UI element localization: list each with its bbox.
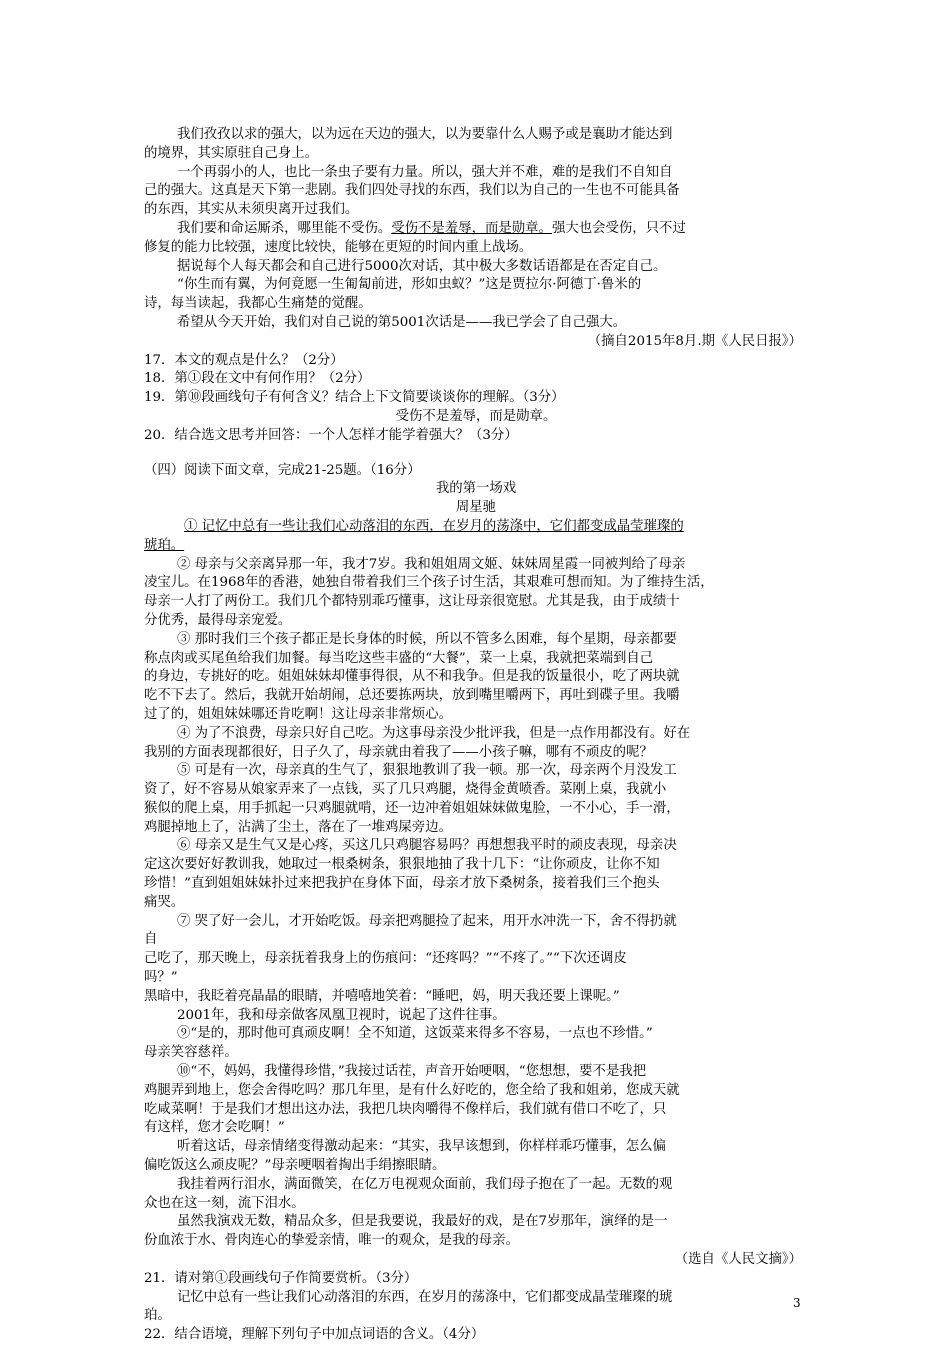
underlined-sentence: 受伤不是羞辱，而是勋章。 xyxy=(391,220,552,236)
paragraph-line: 吃咸菜啊！于是我们才想出这办法，我把几块肉嚼得不像样后，我们就有借口不吃了，只 xyxy=(144,1101,667,1117)
questions-21-22 xyxy=(144,1270,808,1345)
paragraph-line: 痛哭。 xyxy=(144,894,185,910)
questions-17-20 xyxy=(144,352,808,446)
paragraph-line: 的身边，专挑好的吃。姐姐妹妹却懂事得很，从不和我争。但是我的饭量很小，吃了两块就 xyxy=(144,669,680,685)
paragraph-line: 过了的，姐姐妹妹哪还肯吃啊！这让母亲非常烦心。 xyxy=(144,706,452,722)
paragraph-line: 修复的能力比较强，速度比较快，能够在更短的时间内重上战场。 xyxy=(144,239,533,255)
paragraph-line: ④ 为了不浪费，母亲只好自己吃。为这事母亲没少批评我，但是一点作用都没有。好在 xyxy=(177,725,691,741)
paragraph-line: ⑨“是的，那时他可真顽皮啊！全不知道，这饭菜来得多不容易，一点也不珍惜。” xyxy=(177,1026,653,1042)
paragraph-line: ⑩“不，妈妈，我懂得珍惜，”我接过话茬，声音开始哽咽，“您想想，要不是我把 xyxy=(177,1064,647,1080)
quoted-sentence: 受伤不是羞辱，而是勋章。 xyxy=(395,408,557,424)
paragraph-line: 希望从今天开始，我们对自己说的第5001次话是——我已学会了自己强大。 xyxy=(177,314,627,330)
paragraph-line: 吃不下去了。然后，我就开始胡闹，总还要拣两块，放到嘴里嚼两下，再吐到碟子里。我嚼 xyxy=(144,688,680,704)
article-title: 我的第一场戏 xyxy=(435,481,517,497)
question: 18．第①段在文中有何作用？（2分） xyxy=(144,371,371,387)
paragraph-line: 珍惜！”直到姐姐妹妹扑过来把我护在身体下面，母亲才放下桑树条，接着我们三个抱头 xyxy=(144,876,660,892)
paragraph-line: 众也在这一刻，流下泪水。 xyxy=(144,1195,305,1211)
paragraph-line: 诗，每当读起，我都心生痛楚的觉醒。 xyxy=(144,296,372,312)
paragraph-line: 的境界，其实原驻自己身上。 xyxy=(144,145,319,161)
passage-3 xyxy=(144,126,808,352)
paragraph-line: 资了，好不容易从娘家弄来了一点钱，买了几只鸡腿，烧得金黄喷香。菜刚上桌，我就小 xyxy=(144,782,667,798)
paragraph-line: 己吃了，那天晚上，母亲抚着我身上的伤痕问：“还疼吗？”“不疼了。”“下次还调皮 xyxy=(144,951,627,967)
paragraph-line: 偏吃饭这么顽皮呢？”母亲哽咽着掏出手绢擦眼睛。 xyxy=(144,1158,446,1174)
paragraph-line: 我挂着两行泪水，满面微笑，在亿万电视观众面前，我们母子抱在了一起。无数的观 xyxy=(177,1176,673,1192)
paragraph-line: ② 母亲与父亲离异那一年，我才7岁。我和姐姐周文姬、妹妹周星霞一同被判给了母亲 xyxy=(177,556,686,572)
paragraph-line: 2001年，我和母亲做客凤凰卫视时，说起了这件往事。 xyxy=(177,1007,506,1023)
paragraph-line: 我们孜孜以求的强大，以为远在天边的强大，以为要靠什么人赐予或是襄助才能达到 xyxy=(177,127,673,142)
quoted-sentence: 珀。 xyxy=(144,1308,171,1324)
question: 17．本文的观点是什么？（2分） xyxy=(144,352,344,368)
paragraph-line: 我别的方面表现都很好，日子久了，母亲就由着我了——小孩子嘛，哪有不顽皮的呢？ xyxy=(144,744,653,760)
question: 20．结合选文思考并回答：一个人怎样才能学着强大？（3分） xyxy=(144,427,518,443)
paragraph-line: 分优秀，最得母亲宠爱。 xyxy=(144,612,292,628)
section-heading: （四）阅读下面文章，完成21-25题。（16分） xyxy=(144,462,421,478)
question: 19．第⑩段画线句子有何含义？结合上下文简要谈谈你的理解。（3分） xyxy=(144,390,565,406)
line-text: 我们要和命运厮杀，哪里能不受伤。 xyxy=(177,220,392,236)
paragraph-line: ⑤ 可是有一次，母亲真的生气了，狠狠地教训了我一顿。那一次，母亲两个月没发工 xyxy=(177,763,677,779)
paragraph-line: 听着这话，母亲情绪变得激动起来：“其实，我早该想到，你样样乖巧懂事，怎么偏 xyxy=(177,1139,666,1155)
paragraph-line: 虽然我演戏无数，精品众多，但是我要说，我最好的戏，是在7岁那年，演绎的是一 xyxy=(177,1214,668,1230)
quoted-sentence: 记忆中总有一些让我们心动落泪的东西，在岁月的荡涤中，它们都变成晶莹璀璨的琥 xyxy=(177,1289,673,1305)
document-page xyxy=(144,126,808,1345)
paragraph-line: 一个再弱小的人，也比一条虫子要有力量。所以，强大并不难，难的是我们不自知自 xyxy=(177,164,673,180)
paragraph-line: 凌宝儿。在1968年的香港，她独自带着我们三个孩子讨生活，其艰难可想而知。为了维持生活， xyxy=(144,575,714,591)
paragraph-line xyxy=(144,220,808,239)
paragraph-line: “你生而有翼，为何竟愿一生匍匐前进，形如虫蚁？”这是贾拉尔·阿德丁·鲁米的 xyxy=(177,277,642,293)
paragraph-line: 鸡腿掉地上了，沾满了尘土，落在了一堆鸡屎旁边。 xyxy=(144,819,452,835)
paragraph-line: 自 xyxy=(144,932,158,948)
paragraph-line: 吗？” xyxy=(144,970,178,986)
question: 21．请对第①段画线句子作简要赏析。（3分） xyxy=(144,1270,418,1286)
underlined-sentence: 琥珀。 xyxy=(144,537,185,553)
question: 22．结合语境，理解下列句子中加点词语的含义。（4分） xyxy=(144,1327,485,1343)
underlined-sentence: ① 记忆中总有一些让我们心动落泪的东西，在岁月的荡涤中，它们都变成晶莹璀璨的 xyxy=(184,518,684,534)
paragraph-line: 称点肉或买尾鱼给我们加餐。每当吃这些丰盛的“大餐”，菜一上桌，我就把菜端到自己 xyxy=(144,650,654,666)
paragraph-line: 份血浓于水、骨肉连心的挚爱亲情，唯一的观众，是我的母亲。 xyxy=(144,1233,519,1249)
passage-4 xyxy=(144,556,808,1251)
paragraph-line: 母亲一人打了两份工。我们几个都特别乖巧懂事，这让母亲很宽慰。尤其是我，由于成绩十 xyxy=(144,594,680,610)
paragraph-line: 定这次要好好教训我，她取过一根桑树条，狠狠地抽了我十几下：“让你顽皮，让你不知 xyxy=(144,857,660,873)
paragraph-line: 据说每个人每天都会和自己进行5000次对话，其中极大多数话语都是在否定自己。 xyxy=(177,258,667,274)
section-4 xyxy=(144,462,808,1270)
paragraph-line: ⑦ 哭了好一会儿，才开始吃饭。母亲把鸡腿捡了起来，用开水冲洗一下，舍不得扔就 xyxy=(177,913,677,929)
article-author: 周星驰 xyxy=(455,500,497,516)
paragraph-line: ⑥ 母亲又是生气又是心疼，买这几只鸡腿容易吗？再想想我平时的顽皮表现，母亲决 xyxy=(177,838,677,854)
paragraph-line: 黑暗中，我眨着亮晶晶的眼睛，并嘻嘻地笑着：“睡吧，妈，明天我还要上课呢。” xyxy=(144,988,620,1004)
paragraph-line: ③ 那时我们三个孩子都正是长身体的时候，所以不管多么困难，每个星期，母亲都要 xyxy=(177,631,677,647)
paragraph-line: 己的强大。这真是天下第一悲剧。我们四处寻找的东西，我们以为自己的一生也不可能具备 xyxy=(144,183,680,199)
paragraph-line xyxy=(144,537,808,556)
source-citation: （摘自2015年8月.期《人民日报》） xyxy=(587,333,802,349)
paragraph-line: 有这样，您才会吃啊！” xyxy=(144,1120,285,1136)
paragraph-line: 猴似的爬上桌，用手抓起一只鸡腿就啃，还一边冲着姐姐妹妹做鬼脸，一不小心，手一滑， xyxy=(144,800,680,816)
source-citation: （选自《人民文摘》） xyxy=(674,1252,802,1268)
line-text: 强大也会受伤，只不过 xyxy=(551,220,686,236)
paragraph-line: 鸡腿弄到地上，您会舍得吃吗？那几年里，是有什么好吃的，您全给了我和姐弟，您成天就 xyxy=(144,1082,680,1098)
paragraph-line xyxy=(144,518,808,537)
page-number: 3 xyxy=(793,1296,801,1310)
paragraph-line: 的东西，其实从未须臾离开过我们。 xyxy=(144,202,359,218)
paragraph-line: 母亲笑容慈祥。 xyxy=(144,1045,238,1061)
